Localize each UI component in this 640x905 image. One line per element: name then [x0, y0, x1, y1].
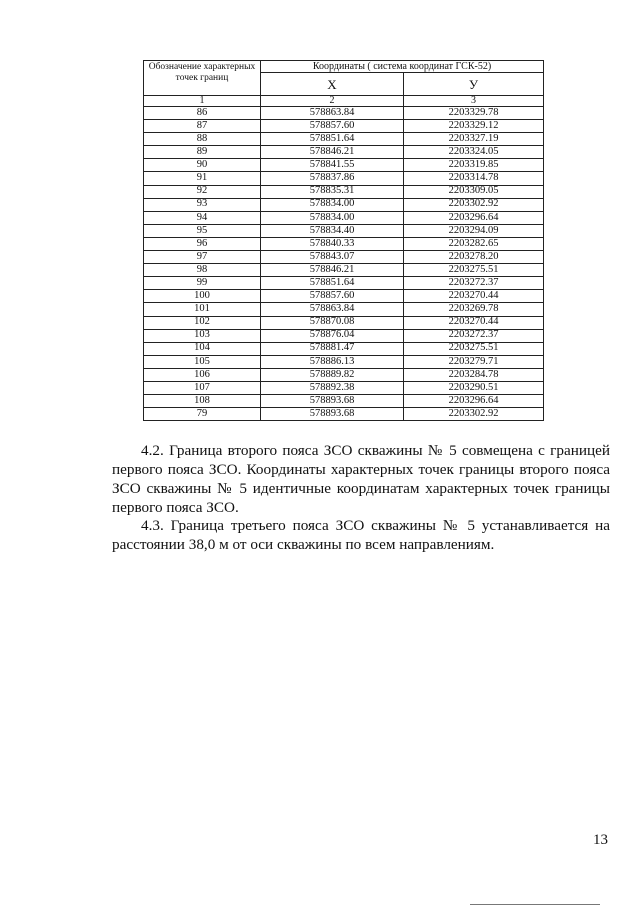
x-coordinate-cell: 578893.68 — [261, 408, 404, 421]
table-row — [144, 185, 544, 198]
point-cell: 104 — [144, 342, 261, 355]
x-coordinate-cell: 578889.82 — [261, 368, 404, 381]
y-coordinate-cell: 2203278.20 — [404, 251, 544, 264]
y-coordinate-cell: 2203270.44 — [404, 316, 544, 329]
column-number: 2 — [261, 96, 404, 107]
x-coordinate-cell: 578846.21 — [261, 146, 404, 159]
point-cell: 106 — [144, 368, 261, 381]
y-coordinate-cell: 2203327.19 — [404, 133, 544, 146]
point-cell: 107 — [144, 381, 261, 394]
point-cell: 96 — [144, 237, 261, 250]
point-cell: 93 — [144, 198, 261, 211]
x-coordinate-cell: 578876.04 — [261, 329, 404, 342]
point-column-header: Обозначение характерных точек границ — [144, 61, 261, 96]
table-header-row — [144, 61, 544, 73]
y-coordinate-cell: 2203279.71 — [404, 355, 544, 368]
coordinates-table-body — [144, 61, 544, 421]
paragraph-4-2-continuation — [112, 460, 610, 517]
table-row — [144, 316, 544, 329]
y-coordinate-cell: 2203275.51 — [404, 342, 544, 355]
point-cell: 90 — [144, 159, 261, 172]
point-cell: 79 — [144, 408, 261, 421]
table-row — [144, 395, 544, 408]
x-coordinate-cell: 578863.84 — [261, 107, 404, 120]
point-cell: 95 — [144, 224, 261, 237]
coordinates-column-header: Координаты ( система координат ГСК-52) — [261, 61, 544, 73]
y-column-header: У — [404, 73, 544, 96]
y-coordinate-cell: 2203324.05 — [404, 146, 544, 159]
table-row — [144, 264, 544, 277]
table-row — [144, 251, 544, 264]
point-cell: 101 — [144, 303, 261, 316]
table-row — [144, 146, 544, 159]
x-coordinate-cell: 578841.55 — [261, 159, 404, 172]
paragraph-4-3-first-line: 4.3. Граница третьего пояса ЗСО скважины № 5 устанавливается на — [141, 517, 610, 534]
y-coordinate-cell: 2203269.78 — [404, 303, 544, 316]
y-coordinate-cell: 2203329.78 — [404, 107, 544, 120]
table-row — [144, 107, 544, 120]
y-coordinate-cell: 2203296.64 — [404, 395, 544, 408]
point-cell: 88 — [144, 133, 261, 146]
x-coordinate-cell: 578893.68 — [261, 395, 404, 408]
y-coordinate-cell: 2203272.37 — [404, 277, 544, 290]
x-coordinate-cell: 578886.13 — [261, 355, 404, 368]
x-column-header: X — [261, 73, 404, 96]
y-coordinate-cell: 2203296.64 — [404, 211, 544, 224]
x-coordinate-cell: 578851.64 — [261, 133, 404, 146]
paragraph-4-2-body: первого пояса ЗСО. Координаты характерных точек границы второго пояса ЗСО скважины № 5 идентичные координатам характерных точек границы первого пояса ЗСО. — [112, 461, 610, 516]
table-row — [144, 381, 544, 394]
point-cell: 102 — [144, 316, 261, 329]
table-row — [144, 159, 544, 172]
x-coordinate-cell: 578834.00 — [261, 211, 404, 224]
x-coordinate-cell: 578870.08 — [261, 316, 404, 329]
table-row — [144, 120, 544, 133]
point-cell: 92 — [144, 185, 261, 198]
x-coordinate-cell: 578837.86 — [261, 172, 404, 185]
x-coordinate-cell: 578840.33 — [261, 237, 404, 250]
y-coordinate-cell: 2203272.37 — [404, 329, 544, 342]
column-number-row — [144, 96, 544, 107]
x-coordinate-cell: 578835.31 — [261, 185, 404, 198]
x-coordinate-cell: 578851.64 — [261, 277, 404, 290]
x-coordinate-cell: 578834.00 — [261, 198, 404, 211]
x-coordinate-cell: 578863.84 — [261, 303, 404, 316]
page-number: 13 — [593, 832, 608, 848]
y-coordinate-cell: 2203309.05 — [404, 185, 544, 198]
table-row — [144, 211, 544, 224]
table-row — [144, 277, 544, 290]
table-row — [144, 237, 544, 250]
point-cell: 94 — [144, 211, 261, 224]
y-coordinate-cell: 2203282.65 — [404, 237, 544, 250]
y-coordinate-cell: 2203270.44 — [404, 290, 544, 303]
point-cell: 100 — [144, 290, 261, 303]
table-row — [144, 133, 544, 146]
x-coordinate-cell: 578834.40 — [261, 224, 404, 237]
coordinates-table — [143, 60, 544, 421]
y-coordinate-cell: 2203314.78 — [404, 172, 544, 185]
point-cell: 87 — [144, 120, 261, 133]
paragraph-4-2-first-line: 4.2. Граница второго пояса ЗСО скважины № 5 совмещена с границей — [141, 442, 610, 459]
point-cell: 97 — [144, 251, 261, 264]
y-coordinate-cell: 2203302.92 — [404, 408, 544, 421]
paragraph-4-3-continuation — [112, 535, 610, 554]
point-cell: 105 — [144, 355, 261, 368]
y-coordinate-cell: 2203284.78 — [404, 368, 544, 381]
table-row — [144, 290, 544, 303]
paragraph-4-3 — [141, 516, 610, 535]
y-coordinate-cell: 2203275.51 — [404, 264, 544, 277]
table-row — [144, 172, 544, 185]
table-row — [144, 368, 544, 381]
x-coordinate-cell: 578857.60 — [261, 290, 404, 303]
point-cell: 89 — [144, 146, 261, 159]
point-cell: 108 — [144, 395, 261, 408]
table-row — [144, 408, 544, 421]
y-coordinate-cell: 2203319.85 — [404, 159, 544, 172]
x-coordinate-cell: 578881.47 — [261, 342, 404, 355]
point-cell: 103 — [144, 329, 261, 342]
table-row — [144, 329, 544, 342]
table-row — [144, 303, 544, 316]
point-cell: 99 — [144, 277, 261, 290]
table-row — [144, 355, 544, 368]
x-coordinate-cell: 578846.21 — [261, 264, 404, 277]
x-coordinate-cell: 578843.07 — [261, 251, 404, 264]
point-cell: 98 — [144, 264, 261, 277]
y-coordinate-cell: 2203294.09 — [404, 224, 544, 237]
column-number: 1 — [144, 96, 261, 107]
y-coordinate-cell: 2203302.92 — [404, 198, 544, 211]
x-coordinate-cell: 578892.38 — [261, 381, 404, 394]
point-cell: 86 — [144, 107, 261, 120]
column-number: 3 — [404, 96, 544, 107]
x-coordinate-cell: 578857.60 — [261, 120, 404, 133]
point-cell: 91 — [144, 172, 261, 185]
paragraph-4-2 — [141, 441, 610, 460]
y-coordinate-cell: 2203329.12 — [404, 120, 544, 133]
table-row — [144, 198, 544, 211]
paragraph-4-3-body: расстоянии 38,0 м от оси скважины по всем направлениям. — [112, 536, 495, 553]
table-row — [144, 224, 544, 237]
table-row — [144, 342, 544, 355]
y-coordinate-cell: 2203290.51 — [404, 381, 544, 394]
